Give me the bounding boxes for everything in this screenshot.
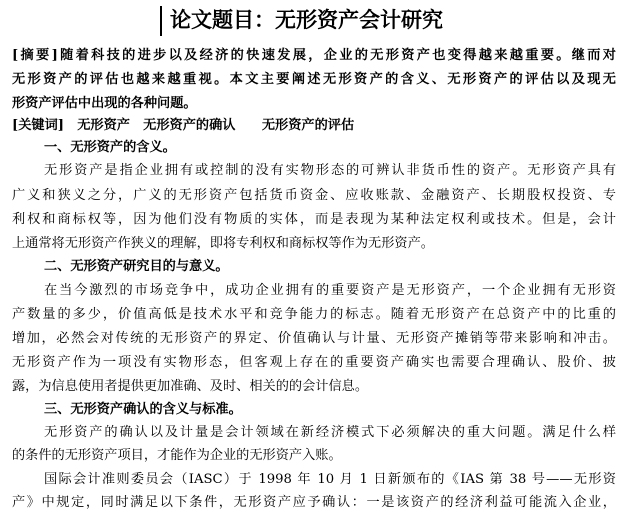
section-heading: 三、无形资产确认的含义与标准。 [44, 402, 242, 417]
paragraph-line: 广义和狭义之分，广义的无形资产包括货币资金、应收账款、金融资产、长期股权投资、专 [12, 188, 616, 203]
paragraph-line: 露，为信息使用者提供更加准确、及时、相关的的会计信息。 [12, 379, 369, 394]
paragraph-line: 产》中规定，同时满足以下条件，无形资产应予确认：一是该资产的经济利益可能流入企业， [12, 495, 616, 510]
section-heading: 二、无形资产研究目的与意义。 [44, 259, 229, 274]
paragraph-line: 的条件的无形资产项目，才能作为企业的无形资产入账。 [12, 448, 342, 463]
paragraph-line: 国际会计准则委员会（IASC）于 1998 年 10 月 1 日新颁布的《IAS 第 38 号——无形资 [44, 472, 616, 487]
abstract-line: [摘要]随着科技的进步以及经济的快速发展，企业的无形资产也变得越来越重要。继而对 [12, 48, 616, 63]
keywords-line: [关键词] 无形资产 无形资产的确认 无形资产的评估 [12, 118, 355, 133]
paragraph-line: 无形资产是指企业拥有或控制的没有实物形态的可辨认非货币性的资产。无形资产具有 [44, 163, 616, 178]
section-heading: 一、无形资产的含义。 [44, 140, 176, 155]
paragraph-line: 无形资产的确认以及计量是会计领域在新经济模式下必须解决的重大问题。满足什么样 [44, 425, 616, 440]
abstract-line: 形资产评估中出现的各种问题。 [12, 96, 197, 111]
paragraph-line: 利权和商标权等，因为他们没有物质的实体，而是表现为某种法定权利或技术。但是，会计 [12, 212, 616, 227]
paragraph-line: 产数量的多少，价值高低是技术水平和竞争能力的标志。随着无形资产在总资产中的比重的 [12, 307, 616, 322]
abstract-line: 无形资产的评估也越来越重视。本文主要阐述无形资产的含义、无形资产的评估以及现无 [12, 72, 616, 87]
paragraph-line: 无形资产作为一项没有实物形态，但客观上存在的重要资产确实也需要合理确认、股价、披 [12, 355, 616, 370]
paragraph-line: 增加，必然会对传统的无形资产的界定、价值确认与计量、无形资产摊销等带来影响和冲击。 [12, 331, 616, 346]
paragraph-line: 上通常将无形资产作狭义的理解，即将专利权和商标权等作为无形资产。 [12, 236, 434, 251]
text-cursor [160, 6, 162, 36]
paper-title: 论文题目：无形资产会计研究 [170, 7, 443, 32]
paragraph-line: 在当今激烈的市场竞争中，成功企业拥有的重要资产是无形资产，一个企业拥有无形资 [44, 283, 616, 298]
